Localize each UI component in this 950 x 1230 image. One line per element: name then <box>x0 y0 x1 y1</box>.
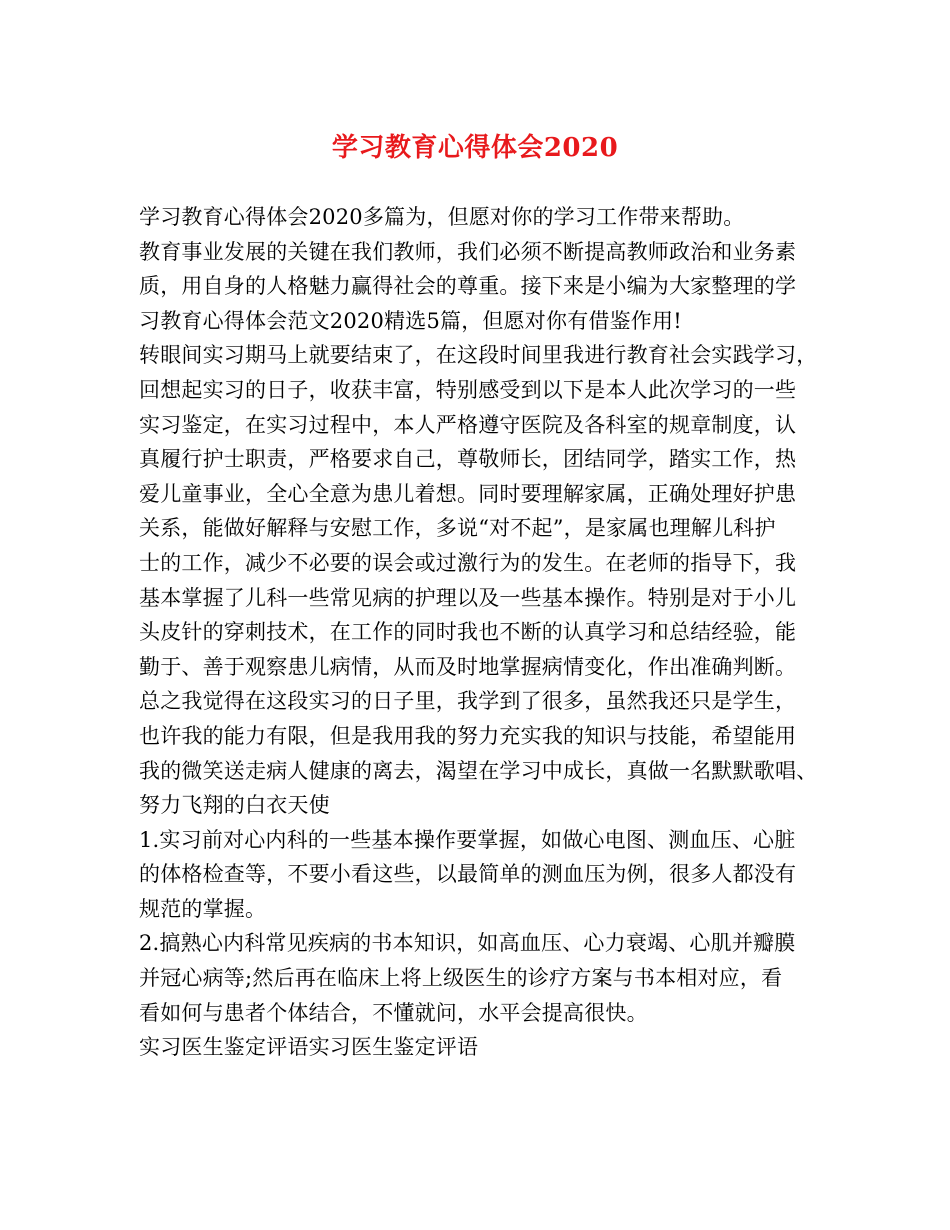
text-line: 转眼间实习期马上就要结束了，在这段时间里我进行教育社会实践学习， <box>139 343 818 368</box>
text-line: 总之我觉得在这段实习的日子里，我学到了很多，虽然我还只是学生， <box>139 689 797 714</box>
text-line: 我的微笑送走病人健康的离去，渴望在学习中成长，真做一名默默歌唱、 <box>139 758 818 783</box>
text-line: 并冠心病等;然后再在临床上将上级医生的诊疗方案与书本相对应，看 <box>139 966 783 991</box>
text-line: 实习医生鉴定评语实习医生鉴定评语 <box>139 1035 479 1060</box>
text-line: 教育事业发展的关键在我们教师，我们必须不断提高教师政治和业务素 <box>139 239 797 264</box>
text-line: 规范的掌握。 <box>139 896 267 921</box>
text-line: 学习教育心得体会2020多篇为，但愿对你的学习工作带来帮助。 <box>139 205 745 229</box>
text-line: 基本掌握了儿科一些常见病的护理以及一些基本操作。特别是对于小儿 <box>139 585 797 610</box>
text-line: 习教育心得体会范文2020精选5篇，但愿对你有借鉴作用! <box>139 308 682 333</box>
text-line: 努力飞翔的白衣天使 <box>139 793 330 818</box>
text-line: 质，用自身的人格魅力赢得社会的尊重。接下来是小编为大家整理的学 <box>139 274 797 299</box>
text-line: 爱儿童事业，全心全意为患儿着想。同时要理解家属，正确处理好护患 <box>139 481 797 506</box>
text-line: 勤于、善于观察患儿病情，从而及时地掌握病情变化，作出准确判断。 <box>139 654 797 679</box>
text-line: 回想起实习的日子，收获丰富，特别感受到以下是本人此次学习的一些 <box>139 377 797 402</box>
text-line: 的体格检查等，不要小看这些，以最简单的测血压为例，很多人都没有 <box>139 862 797 887</box>
text-line: 士的工作，减少不必要的误会或过激行为的发生。在老师的指导下，我 <box>139 550 797 575</box>
text-line: 头皮针的穿刺技术，在工作的同时我也不断的认真学习和总结经验，能 <box>139 620 797 645</box>
text-line: 2.搞熟心内科常见疾病的书本知识，如高血压、心力衰竭、心肌并瓣膜 <box>139 931 796 956</box>
document-body <box>139 200 829 1065</box>
text-line: 关系，能做好解释与安慰工作，多说“对不起”，是家属也理解儿科护 <box>139 516 776 541</box>
text-line: 实习鉴定，在实习过程中，本人严格遵守医院及各科室的规章制度，认 <box>139 412 797 437</box>
text-line: 真履行护士职责，严格要求自己，尊敬师长，团结同学，踏实工作，热 <box>139 447 797 472</box>
text-line: 看如何与患者个体结合，不懂就问，水平会提高很快。 <box>139 1000 648 1025</box>
text-line: 1.实习前对心内科的一些基本操作要掌握，如做心电图、测血压、心脏 <box>139 827 796 852</box>
document-title: 学习教育心得体会2020 <box>331 133 619 163</box>
text-line: 也许我的能力有限，但是我用我的努力充实我的知识与技能，希望能用 <box>139 723 797 748</box>
